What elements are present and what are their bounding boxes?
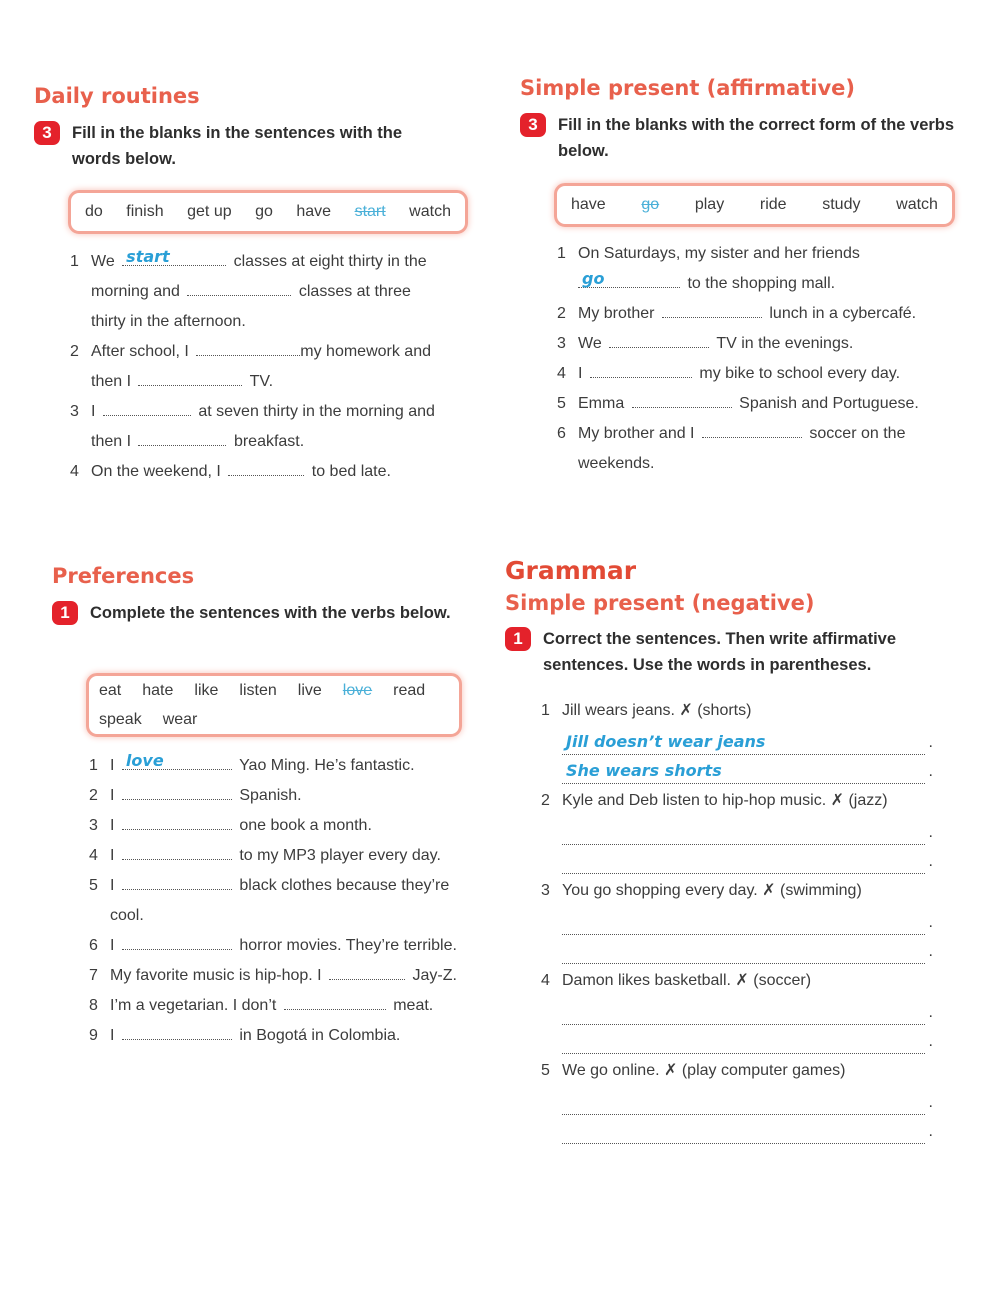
exercise-item [89,751,489,781]
item-number: 3 [541,882,550,899]
item-number: 4 [89,847,98,864]
word-bank-item-used: start [354,203,386,220]
answer-blank[interactable] [609,330,709,348]
exercise-item [89,811,489,841]
item-text: TV in the evenings. [716,335,854,352]
period: . [928,734,933,751]
item-number: 4 [557,365,566,382]
answer-blank[interactable] [228,458,304,476]
word-bank-item: wear [162,710,198,728]
item-text: We [91,253,115,270]
item-text: On the weekend, I [91,463,221,480]
item-number: 5 [541,1062,550,1079]
item-text: We [578,335,602,352]
exercise-item [541,876,933,906]
item-text: Kyle and Deb listen to hip-hop music. ✗ (jazz) [562,792,888,809]
item-text: Jay-Z. [412,967,457,984]
instruction [520,112,965,164]
period: . [928,1004,933,1021]
item-text: My favorite music is hip-hop. I [110,967,322,984]
exercise-item [89,991,489,1021]
exercise-list [70,247,480,487]
item-text: cool. [110,907,144,924]
answer-text: She wears shorts [566,761,722,780]
word-bank-item: finish [126,203,164,220]
word-bank-item: eat [99,681,122,699]
instruction [505,626,950,678]
period: . [928,1123,933,1140]
instruction [34,120,454,172]
item-number: 4 [70,463,79,480]
item-number: 3 [89,817,98,834]
word-bank-item: live [297,681,322,699]
writing-line[interactable] [562,726,933,755]
word-bank-item: speak [99,710,142,728]
item-text: I [110,847,115,864]
answer-blank[interactable] [122,752,232,770]
item-number: 6 [557,425,566,442]
writing-line[interactable] [562,1086,933,1115]
instruction [52,600,452,626]
item-number: 3 [70,403,79,420]
item-text: I [110,817,115,834]
item-text: On Saturdays, my sister and her friends [578,245,860,262]
item-number: 9 [89,1027,98,1044]
item-text: meat. [393,997,434,1014]
writing-line[interactable] [562,935,933,964]
item-text: to the shopping mall. [687,275,836,292]
exercise-item [89,931,489,961]
item-text: We go online. ✗ (play computer games) [562,1062,846,1079]
word-bank-item: watch [409,203,451,220]
exercise-item [89,871,489,931]
exercise-item [557,359,977,389]
instruction-text: Correct the sentences. Then write affirmative sentences. Use the words in parentheses. [543,630,897,674]
item-number: 7 [89,967,98,984]
item-text: breakfast. [233,433,305,450]
word-bank [554,183,955,227]
exercise-item [541,1056,933,1086]
exercise-number-badge: 1 [52,601,78,625]
answer-blank[interactable] [138,428,226,446]
answer-blank[interactable] [702,420,802,438]
item-text: Yao Ming. He’s fantastic. [239,757,415,774]
answer-blank[interactable] [632,390,732,408]
answer-text: Jill doesn’t wear jeans [566,732,766,751]
exercise-item [70,397,480,457]
item-text: I [110,877,115,894]
item-number: 1 [70,253,79,270]
item-text: soccer on the [809,425,906,442]
item-text: My brother and I [578,425,695,442]
exercise-item [89,1021,489,1051]
exercise-item [557,299,977,329]
grammar-heading: Grammar [505,556,637,585]
answer-blank[interactable] [122,932,232,950]
item-text: weekends. [578,455,655,472]
word-bank-item: go [255,203,273,220]
item-text: TV. [249,373,274,390]
item-text: I [110,757,115,774]
word-bank-item: get up [187,203,232,220]
answer-blank[interactable] [138,368,242,386]
answer-text: love [125,751,164,770]
item-number: 1 [557,245,566,262]
item-text: my homework and [300,343,431,360]
answer-blank[interactable] [122,872,232,890]
answer-blank[interactable] [122,812,232,830]
period: . [928,824,933,841]
answer-blank[interactable] [122,1022,232,1040]
simple-present-affirmative-section [520,76,970,164]
exercise-item [557,329,977,359]
item-text: to my MP3 player every day. [239,847,441,864]
item-text: You go shopping every day. ✗ (swimming) [562,882,862,899]
word-bank [86,673,462,737]
item-text: After school, I [91,343,189,360]
exercise-item [70,247,480,337]
writing-line[interactable] [562,996,933,1025]
exercise-item [541,696,933,726]
item-text: I [91,403,96,420]
section-title: Preferences [52,564,195,588]
period: . [928,1033,933,1050]
item-number: 2 [70,343,79,360]
section-title: Simple present (affirmative) [520,76,856,100]
word-bank-item: do [85,203,103,220]
item-text: Spanish. [239,787,302,804]
item-number: 4 [541,972,550,989]
exercise-item [541,966,933,996]
item-number: 8 [89,997,98,1014]
item-text: then I [91,433,132,450]
writing-line[interactable] [562,755,933,784]
exercise-list [89,751,489,1051]
exercise-item [89,781,489,811]
word-bank-item: study [822,196,861,213]
item-text: lunch in a cybercafé. [769,305,917,322]
period: . [928,763,933,780]
word-bank-item: have [296,203,332,220]
period: . [928,914,933,931]
exercise-item [557,419,977,479]
writing-line[interactable] [562,816,933,845]
answer-blank[interactable] [590,360,692,378]
answer-blank[interactable] [284,992,386,1010]
exercise-list [557,239,977,479]
item-text: classes at three [298,283,411,300]
item-text: Spanish and Portuguese. [739,395,919,412]
period: . [928,853,933,870]
item-text: at seven thirty in the morning and [198,403,435,420]
item-number: 6 [89,937,98,954]
item-text: Emma [578,395,625,412]
exercise-item [70,337,480,397]
writing-line[interactable] [562,845,933,874]
word-bank-item-used: love [342,681,373,699]
item-text: morning and [91,283,180,300]
word-bank-item: ride [759,196,787,213]
word-bank-item: hate [142,681,174,699]
item-text: My brother [578,305,655,322]
instruction-text: Complete the sentences with the verbs below. [90,604,451,622]
item-text: Damon likes basketball. ✗ (soccer) [562,972,812,989]
word-bank [68,190,468,234]
item-text: I [110,787,115,804]
answer-blank[interactable] [578,270,680,288]
answer-text: go [582,269,605,288]
preferences-section [52,564,472,626]
word-bank-item: listen [239,681,277,699]
item-number: 1 [541,702,550,719]
grammar-section [505,556,975,678]
item-text: I [110,1027,115,1044]
word-bank-item-used: go [641,196,660,213]
item-text: horror movies. They’re terrible. [239,937,457,954]
answer-blank[interactable] [662,300,762,318]
item-number: 5 [557,395,566,412]
exercise-number-badge: 1 [505,627,531,651]
answer-text: start [126,247,170,266]
answer-blank[interactable] [103,398,191,416]
item-text: thirty in the afternoon. [91,313,246,330]
word-bank-item: read [393,681,426,699]
answer-blank[interactable] [329,962,405,980]
item-number: 3 [557,335,566,352]
writing-line[interactable] [562,1025,933,1054]
item-number: 1 [89,757,98,774]
writing-line[interactable] [562,1115,933,1144]
exercise-item [541,786,933,816]
exercise-list [541,696,933,1144]
word-bank-item: have [571,196,606,213]
word-bank-item: play [694,196,725,213]
exercise-number-badge: 3 [34,121,60,145]
section-title: Simple present (negative) [505,591,815,615]
item-number: 2 [541,792,550,809]
exercise-item [89,841,489,871]
item-text: my bike to school every day. [699,365,901,382]
item-text: to bed late. [311,463,391,480]
word-bank-item: like [194,681,219,699]
period: . [928,1094,933,1111]
section-title: Daily routines [34,84,200,108]
answer-blank[interactable] [187,278,291,296]
exercise-item [557,389,977,419]
item-text: black clothes because they’re [239,877,450,894]
answer-blank[interactable] [122,248,226,266]
item-text: in Bogotá in Colombia. [239,1027,401,1044]
item-number: 5 [89,877,98,894]
exercise-item [70,457,480,487]
instruction-text: Fill in the blanks with the correct form of the verbs below. [558,116,955,160]
answer-blank[interactable] [122,782,232,800]
item-text: I [578,365,583,382]
word-bank-item: watch [896,196,938,213]
item-text: I’m a vegetarian. I don’t [110,997,277,1014]
item-number: 2 [557,305,566,322]
answer-blank[interactable] [122,842,232,860]
instruction-text: Fill in the blanks in the sentences with the words below. [72,124,403,168]
daily-routines-section [34,84,474,172]
exercise-item [89,961,489,991]
item-text: then I [91,373,132,390]
exercise-number-badge: 3 [520,113,546,137]
answer-blank[interactable] [196,338,300,356]
writing-line[interactable] [562,906,933,935]
item-text: one book a month. [239,817,372,834]
exercise-item [557,239,977,299]
item-text: Jill wears jeans. ✗ (shorts) [562,702,752,719]
item-text: I [110,937,115,954]
period: . [928,943,933,960]
item-text: classes at eight thirty in the [233,253,427,270]
item-number: 2 [89,787,98,804]
